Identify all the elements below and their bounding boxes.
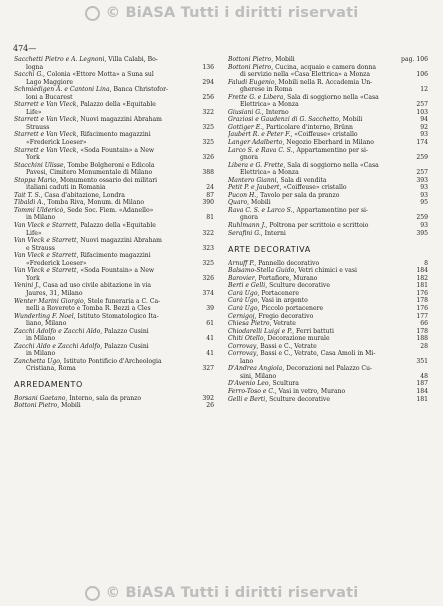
entry-page: 93 — [420, 131, 428, 139]
entry-text: Life» — [26, 229, 42, 237]
entry-text: Rava C. S. e Larco S., Appartamentino per si- — [228, 206, 369, 214]
index-entry — [14, 154, 214, 162]
entry-page: 184 — [416, 267, 428, 275]
entry-page: 176 — [416, 304, 428, 312]
entry-text: Cernigoj, Fregio decorativo — [228, 312, 314, 320]
index-entry — [14, 101, 214, 109]
index-entry — [228, 109, 428, 117]
entry-page: 388 — [202, 169, 214, 177]
index-entry — [14, 267, 214, 275]
index-entry — [228, 147, 428, 155]
index-entry — [14, 230, 214, 238]
entry-text: Larco S. e Rava C. S., Appartamentino per si- — [228, 146, 369, 154]
index-entry — [228, 290, 428, 298]
index-entry — [228, 305, 428, 313]
index-entry — [228, 101, 428, 109]
index-entry — [14, 313, 214, 321]
entry-page: 326 — [202, 154, 214, 162]
index-entry — [228, 275, 428, 283]
entry-page: 66 — [420, 320, 428, 328]
entry-text: Bottoni Pietro, Mobili — [14, 402, 81, 410]
entry-page: 24 — [206, 184, 214, 192]
entry-text: loni a Bucarest — [26, 93, 73, 101]
index-entry — [14, 199, 214, 207]
index-entry — [14, 162, 214, 170]
index-entry — [228, 124, 428, 132]
entry-text: Sacchetti Pietro e A. Legnoni, Villa Calabi, Bo- — [14, 56, 158, 63]
entry-text: York — [26, 274, 40, 282]
entry-text: «Frederick Loeser» — [26, 259, 87, 267]
entry-text: Life» — [26, 108, 42, 116]
index-entry — [228, 131, 428, 139]
entry-text: Tommi Uldericò, Sede Soc. Fiem. «Adanello» — [14, 206, 154, 214]
index-entry — [14, 358, 214, 366]
index-entry — [14, 79, 214, 87]
index-entry — [228, 79, 428, 87]
entry-text: in Milano — [26, 214, 56, 222]
entry-page: 61 — [206, 320, 214, 328]
entry-page: 323 — [202, 244, 214, 252]
entry-page: 188 — [416, 335, 428, 343]
entry-text: Starrett e Van Vleck, «Soda Fountain» a New — [14, 146, 155, 154]
index-entry — [228, 56, 428, 64]
index-entry — [14, 86, 214, 94]
entry-page: pag. 106 — [401, 56, 428, 63]
index-entry — [228, 350, 428, 358]
entry-page: 351 — [416, 357, 428, 365]
entry-text: Graziosi e Gaudenzi di G. Sacchetto, Mobili — [228, 116, 363, 124]
entry-page: 182 — [416, 274, 428, 282]
index-entry — [228, 71, 428, 79]
index-entry — [228, 328, 428, 336]
index-entry — [14, 245, 214, 253]
entry-text: Stacchini Ulisse, Tombe Bolgheroni e Edicola — [14, 161, 155, 169]
entry-text: Gottiger E., Particolare d'interno, Brünn — [228, 123, 353, 131]
entry-page: 12 — [420, 86, 428, 94]
entry-page: 322 — [202, 108, 214, 116]
entry-text: Bottoni Pietro, Mobili — [228, 56, 295, 63]
index-entry — [14, 131, 214, 139]
entry-page: 48 — [420, 372, 428, 380]
entry-text: Starrett e Van Vleck, Nuovi magazzini Abraham — [14, 116, 162, 124]
index-entry — [14, 298, 214, 306]
entry-text: Lago Maggiore — [26, 78, 73, 86]
index-entry — [228, 373, 428, 381]
entry-text: Wunderling F. Noel, Istituto Stomatologico Ita- — [14, 312, 159, 320]
index-entry — [14, 395, 214, 403]
entry-text: Elettrica» a Monza — [240, 169, 299, 177]
right-entries — [228, 56, 428, 237]
index-entry — [228, 335, 428, 343]
right-column — [228, 56, 428, 403]
entry-text: in Milano — [26, 335, 56, 343]
index-entry — [14, 335, 214, 343]
entry-text: D'Andrea Angiola, Decorazioni nel Palazzo Cu- — [228, 365, 373, 373]
entry-page: 294 — [202, 78, 214, 86]
left-section-entries — [14, 395, 214, 410]
entry-page: 325 — [202, 123, 214, 131]
index-entry — [228, 313, 428, 321]
index-entry — [14, 252, 214, 260]
entry-text: liano, Milano — [26, 320, 67, 328]
index-entry — [228, 169, 428, 177]
index-entry — [228, 297, 428, 305]
index-entry — [14, 365, 214, 373]
entry-page: 95 — [420, 199, 428, 207]
entry-text: e Strauss — [26, 244, 55, 252]
entry-page: 322 — [202, 229, 214, 237]
index-entry — [228, 154, 428, 162]
index-entry — [14, 320, 214, 328]
entry-text: Giusiani G., Interno — [228, 108, 289, 116]
index-entry — [14, 169, 214, 177]
entry-page: 374 — [202, 289, 214, 297]
entry-text: sini, Milano — [240, 372, 277, 380]
index-entry — [228, 64, 428, 72]
entry-text: Van Vleck e Starrett, «Soda Fountain» a New — [14, 267, 155, 275]
entry-page: 41 — [206, 335, 214, 343]
index-entry — [228, 260, 428, 268]
index-entry — [14, 124, 214, 132]
entry-page: 28 — [420, 342, 428, 350]
entry-text: Schmiedigen A. e Cantoni Lina, Banca Christofor- — [14, 86, 169, 94]
index-entry — [14, 177, 214, 185]
index-entry — [14, 282, 214, 290]
entry-page: 93 — [420, 222, 428, 230]
entry-page: 93 — [420, 184, 428, 192]
entry-text: Tait T. S., Casa d'abitazione, Londra — [14, 191, 125, 199]
entry-page: 184 — [416, 387, 428, 395]
index-entry — [228, 192, 428, 200]
index-entry — [14, 350, 214, 358]
index-entry — [14, 237, 214, 245]
index-entry — [14, 260, 214, 268]
entry-page: 178 — [416, 327, 428, 335]
entry-text: Bottoni Pietro, Cucina, acquaio e camera donna — [228, 63, 377, 71]
index-entry — [228, 214, 428, 222]
entry-text: Chiesa Pietro, Vetrate — [228, 320, 296, 328]
entry-text: Mantero Gianni, Sala di vendita — [228, 176, 327, 184]
entry-text: Frette G. e Libera, Sala di soggiorno nella «Casa — [228, 93, 379, 101]
entry-text: Jaubert R. e Peter F., «Coiffeuse» cristallo — [228, 131, 358, 139]
index-entry — [228, 139, 428, 147]
entry-page: 392 — [202, 394, 214, 402]
entry-text: Barovier, Portafiore, Murano — [228, 274, 318, 282]
entry-text: Stoppa Mario, Monumento ossario dei militari — [14, 176, 158, 184]
copyright-seal-icon — [85, 586, 100, 601]
entry-page: 106 — [416, 71, 428, 79]
index-entry — [228, 396, 428, 404]
index-entry — [228, 116, 428, 124]
entry-text: Zanchetta Ugo, Istituto Pontificio d'Archeologia — [14, 357, 162, 365]
entry-text: di servizio nella «Casa Elettrica» a Monza — [240, 71, 371, 79]
watermark-bottom — [0, 582, 443, 604]
entry-text: Wenter Marini Giorgio, Stele funeraria a C. Ca- — [14, 297, 161, 305]
entry-text: Jaures, 31, Milano — [26, 289, 83, 297]
entry-text: Starrett e Van Vleck, Palazzo della «Equitable — [14, 101, 156, 109]
entry-text: Starrett e Van Vleck, Rifacimento magazzini — [14, 131, 151, 139]
entry-text: lano — [240, 357, 254, 365]
entry-page: 259 — [416, 154, 428, 162]
entry-text: nelli a Rovereto e Tomba R. Bezzi a Cles — [26, 305, 151, 313]
entry-text: gherese in Roma — [240, 86, 293, 94]
index-entry — [14, 184, 214, 192]
index-entry — [14, 71, 214, 79]
index-entry — [14, 275, 214, 283]
entry-page: 393 — [416, 176, 428, 184]
entry-page: 259 — [416, 214, 428, 222]
index-entry — [228, 94, 428, 102]
index-entry — [228, 230, 428, 238]
index-entry — [14, 192, 214, 200]
entry-text: Borsani Gaetano, Interno, sala da pranzo — [14, 394, 142, 402]
entry-text: Arnuff P., Pannello decorativo — [228, 259, 320, 267]
section-title-arte-decorativa: ARTE DECORATIVA — [228, 245, 311, 255]
index-entry — [228, 320, 428, 328]
entry-page: 395 — [416, 229, 428, 237]
index-entry — [228, 358, 428, 366]
entry-text: Sacchi G., Colonia «Ettore Motta» a Suna sul — [14, 71, 154, 79]
entry-text: Carà Ugo, Portacenere — [228, 289, 299, 297]
index-entry — [14, 222, 214, 230]
entry-page: 94 — [420, 116, 428, 124]
entry-text: Van Vleck e Starrett, Palazzo della «Equitable — [14, 222, 156, 230]
entry-text: Corrovay, Bassi e C., Vetrate, Casa Amoli in Mi- — [228, 350, 376, 358]
entry-text: Chiodarelli Luigi e P., Ferri battuti — [228, 327, 334, 335]
index-entry — [14, 64, 214, 72]
index-entry — [228, 365, 428, 373]
entry-text: Balsamo-Stella Guido, Vetri chimici e vasi — [228, 267, 357, 275]
entry-page: 187 — [416, 380, 428, 388]
entry-text: D'Avenio Leo, Scultura — [228, 380, 299, 388]
entry-text: Elettrica» a Monza — [240, 101, 299, 109]
entry-page: 93 — [420, 191, 428, 199]
entry-text: Quaro, Mobili — [228, 199, 271, 207]
index-entry — [14, 214, 214, 222]
entry-page: 103 — [416, 108, 428, 116]
entry-page: 181 — [416, 282, 428, 290]
entry-page: 136 — [202, 63, 214, 71]
entry-text: in Milano — [26, 350, 56, 358]
entry-text: York — [26, 154, 40, 162]
entry-text: Van Vleck e Starrett, Rifacimento magazzini — [14, 252, 151, 260]
entry-text: Strauss — [26, 123, 50, 131]
entry-page: 8 — [424, 259, 428, 267]
entry-text: «Frederick Loeser» — [26, 139, 87, 147]
section-title-arredamento: ARREDAMENTO — [14, 379, 83, 389]
watermark-text: © BiASA Tutti i diritti riservati — [105, 585, 359, 601]
entry-text: Pavesi, Cimitero Monumentale di Milano — [26, 169, 153, 177]
entry-text: Faludi Eugenio, Mobili nella R. Accademia Un- — [228, 78, 373, 86]
left-column — [14, 56, 214, 410]
entry-text: Berti e Gelli, Sculture decorative — [228, 282, 330, 290]
index-entry — [14, 290, 214, 298]
entry-text: gnora — [240, 154, 259, 162]
index-entry — [14, 94, 214, 102]
index-entry — [228, 343, 428, 351]
index-entry — [228, 184, 428, 192]
entry-page: 92 — [420, 123, 428, 131]
index-entry — [228, 207, 428, 215]
entry-text: Chiti Otello, Decorazione murale — [228, 335, 330, 343]
entry-text: gnora — [240, 214, 259, 222]
entry-text: Gelli e Berti, Sculture decorative — [228, 395, 330, 403]
index-entry — [228, 222, 428, 230]
entry-text: Pucon H., Tavolo per sala da pranzo — [228, 191, 340, 199]
entry-text: Corrovay, Bassi e C., Vetrate — [228, 342, 317, 350]
entry-text: Tibaldi A., Tomba Riva, Monum. di Milano — [14, 199, 145, 207]
index-entry — [14, 305, 214, 313]
index-entry — [14, 328, 214, 336]
entry-text: Langer Adalberto, Negozio Eberhard in Milano — [228, 139, 374, 147]
index-entry — [14, 343, 214, 351]
entry-page: 178 — [416, 297, 428, 305]
index-entry — [14, 147, 214, 155]
index-entry — [228, 199, 428, 207]
entry-page: 176 — [416, 289, 428, 297]
index-entry — [14, 56, 214, 64]
entry-page: 177 — [416, 312, 428, 320]
index-entry — [228, 162, 428, 170]
entry-text: Zacchi Aldo e Zacchi Adolfo, Palazzo Cusini — [14, 342, 149, 350]
index-entry — [228, 282, 428, 290]
entry-text: italiani caduti in Romania — [26, 184, 106, 192]
entry-text: Cristiana, Roma — [26, 365, 76, 373]
entry-page: 257 — [416, 169, 428, 177]
entry-text: Van Vleck e Starrett, Nuovi magazzini Abraham — [14, 237, 162, 245]
index-entry — [14, 402, 214, 410]
entry-text: Serafini G., Interni — [228, 229, 286, 237]
entry-page: 26 — [206, 402, 214, 410]
page-number: 474— — [13, 44, 37, 53]
entry-page: 325 — [202, 139, 214, 147]
entry-text: Libera e G. Frette, Sala di soggiorno nella «Casa — [228, 161, 379, 169]
entry-text: Carà Ugo, Piccolo portacenere — [228, 304, 324, 312]
entry-page: 390 — [202, 199, 214, 207]
entry-text: Petit P. e Jaubert, «Coiffeuse» cristallo — [228, 184, 347, 192]
index-entry — [228, 388, 428, 396]
watermark-text: © BiASA Tutti i diritti riservati — [105, 5, 359, 21]
entry-page: 39 — [206, 305, 214, 313]
entry-page: 81 — [206, 214, 214, 222]
index-entry — [14, 116, 214, 124]
watermark-top — [0, 2, 443, 24]
index-entry — [14, 109, 214, 117]
entry-text: Carà Ugo, Vasi in argento — [228, 297, 308, 305]
entry-text: Venini J., Casa ad uso civile abitazione in via — [14, 282, 151, 290]
index-entry — [228, 380, 428, 388]
entry-page: 326 — [202, 274, 214, 282]
entry-text: logna — [26, 63, 44, 71]
index-entry — [228, 86, 428, 94]
index-entry — [228, 267, 428, 275]
entry-page: 41 — [206, 350, 214, 358]
left-entries — [14, 56, 214, 373]
entry-page: 181 — [416, 395, 428, 403]
index-entry — [14, 139, 214, 147]
entry-text: Ferro-Toso e C., Vasi in vetro, Murano — [228, 387, 346, 395]
copyright-seal-icon — [85, 6, 100, 21]
entry-page: 325 — [202, 259, 214, 267]
index-entry — [228, 177, 428, 185]
entry-text: Zacchi Adolfo e Zacchi Aldo, Palazzo Cusini — [14, 327, 149, 335]
entry-page: 257 — [416, 101, 428, 109]
entry-text: Ruhlmann J., Poltrona per scrittoio e scrittoio — [228, 222, 369, 230]
entry-page: 87 — [206, 191, 214, 199]
entry-page: 327 — [202, 365, 214, 373]
right-section-entries — [228, 260, 428, 403]
entry-page: 256 — [202, 93, 214, 101]
entry-page: 174 — [416, 139, 428, 147]
index-entry — [14, 207, 214, 215]
